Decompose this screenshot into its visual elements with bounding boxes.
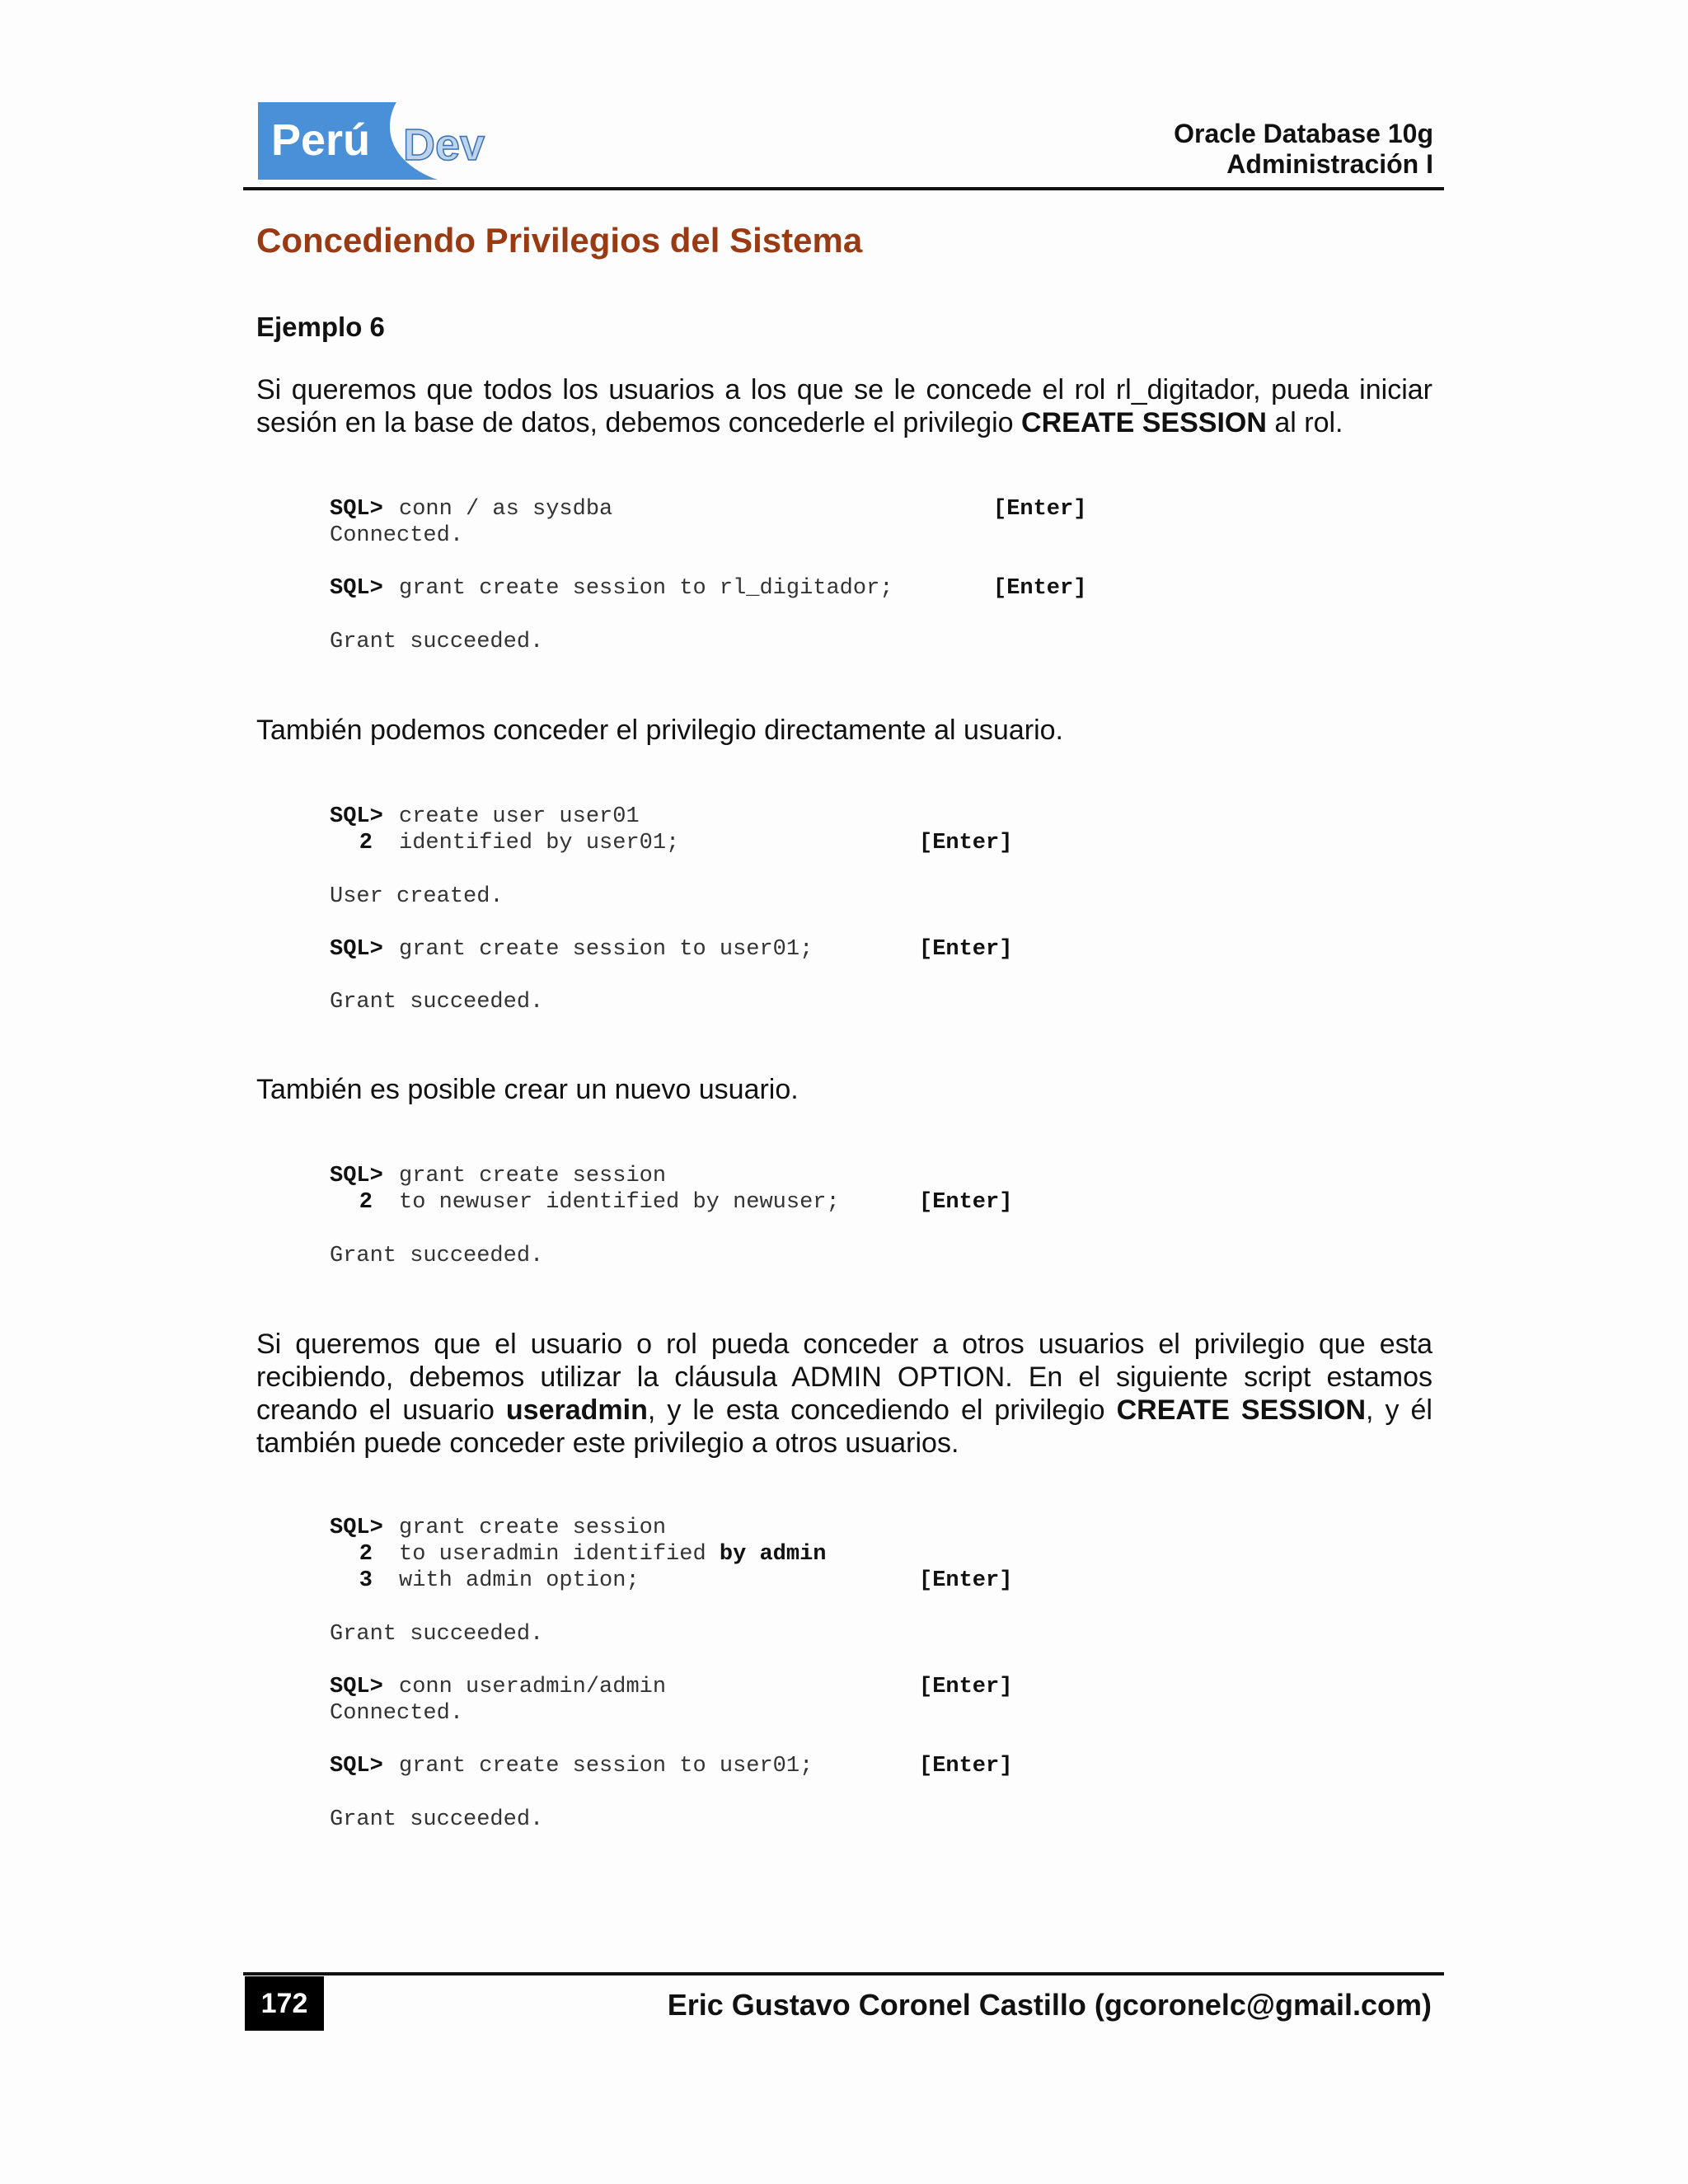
code-line: 2 identified by user01; [359, 831, 680, 855]
book-header [1174, 119, 1433, 180]
enter-key-label: [Enter] [919, 1754, 1013, 1779]
example-label: Ejemplo 6 [256, 312, 385, 342]
code-line: User created. [330, 884, 504, 909]
code-line: Connected. [330, 523, 464, 548]
enter-key-label: [Enter] [919, 831, 1013, 855]
enter-key-label: [Enter] [993, 576, 1087, 601]
paragraph-4: Si queremos que el usuario o rol pueda conceder a otros usuarios el privilegio que esta recibiendo, debemos utilizar la cláusula ADMIN OPTION. En el siguiente script estamos creando el usuario useradmin, y le esta concediendo el privilegio CREATE SESSION, y él también puede conceder este privilegio a otros usuarios. [256, 1329, 1432, 1459]
code-line: SQL> grant create session [330, 1516, 667, 1540]
code-line: Grant succeeded. [330, 1622, 544, 1647]
code-line: Grant succeeded. [330, 630, 544, 654]
code-line: SQL> grant create session to user01; [330, 937, 814, 962]
enter-key-label: [Enter] [919, 937, 1013, 962]
code-line: Grant succeeded. [330, 1244, 544, 1268]
enter-key-label: [Enter] [919, 1675, 1013, 1699]
code-line: SQL> conn useradmin/admin [330, 1675, 667, 1699]
code-line: Connected. [330, 1701, 464, 1726]
logo-text-right: Dev [403, 120, 485, 170]
code-line: 2 to newuser identified by newuser; [359, 1190, 840, 1215]
page-number: 172 [245, 1976, 324, 2031]
code-line: SQL> grant create session [330, 1164, 667, 1188]
footer-rule [243, 1972, 1444, 1975]
peru-dev-logo [258, 102, 522, 180]
code-line: 2 to useradmin identified by admin [359, 1542, 827, 1567]
paragraph-2: También podemos conceder el privilegio directamente al usuario. [256, 715, 1063, 746]
code-line: SQL> conn / as sysdba [330, 497, 613, 522]
paragraph-3: También es posible crear un nuevo usuario. [256, 1074, 799, 1105]
code-line: 3 with admin option; [359, 1568, 640, 1593]
code-line: Grant succeeded. [330, 1807, 544, 1832]
paragraph-1: Si queremos que todos los usuarios a los que se le concede el rol rl_digitador, pueda iniciar sesión en la base de datos, debemos concederle el privilegio CREATE SESSION al rol. [256, 374, 1432, 438]
book-title: Oracle Database 10g [1174, 119, 1433, 148]
enter-key-label: [Enter] [993, 497, 1087, 522]
code-line: SQL> create user user01 [330, 804, 640, 829]
code-line: SQL> grant create session to user01; [330, 1754, 814, 1779]
book-subtitle: Administración I [1226, 149, 1433, 179]
enter-key-label: [Enter] [919, 1568, 1013, 1593]
logo-text-left: Perú [271, 115, 371, 165]
code-line: Grant succeeded. [330, 990, 544, 1015]
footer-author: Eric Gustavo Coronel Castillo (gcoronelc@gmail.com) [667, 1988, 1432, 2022]
code-line: SQL> grant create session to rl_digitador; [330, 576, 893, 601]
section-title: Concediendo Privilegios del Sistema [256, 221, 863, 260]
header-rule [243, 187, 1444, 190]
enter-key-label: [Enter] [919, 1190, 1013, 1215]
